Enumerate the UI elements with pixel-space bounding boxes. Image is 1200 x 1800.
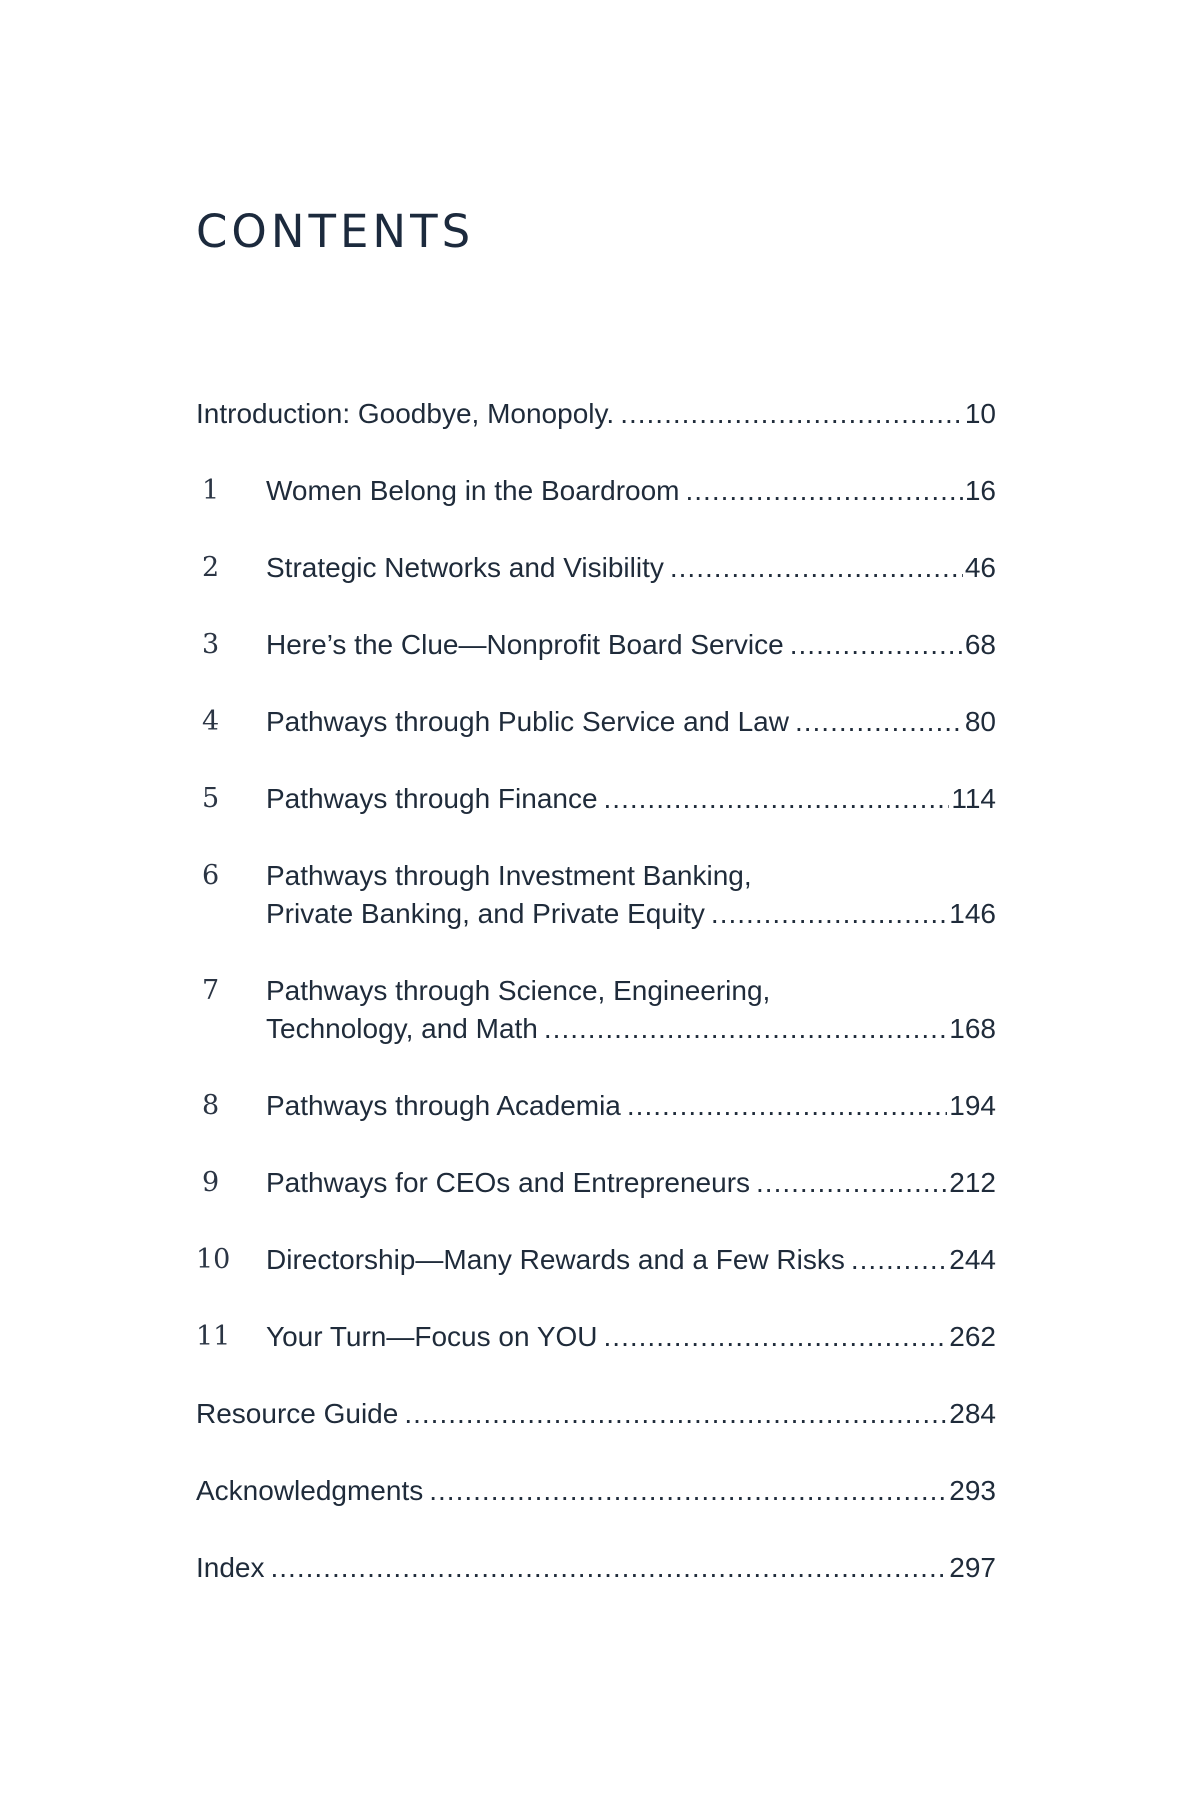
dot-leader	[429, 1472, 947, 1510]
chapter-number: 5	[202, 783, 220, 814]
toc-entry-acknowledgments[interactable]	[196, 1472, 996, 1510]
toc-entry-chapter-5[interactable]	[196, 780, 996, 818]
toc-page-number: 293	[949, 1475, 996, 1506]
dot-leader	[851, 1241, 947, 1279]
toc-entry-title-line-1: Pathways through Investment Banking,	[266, 860, 752, 891]
toc-entry-title-line-2: Technology, and Math	[266, 1013, 538, 1044]
toc-page-number: 244	[949, 1244, 996, 1275]
chapter-number: 10	[196, 1244, 231, 1275]
toc-entry-title: Pathways through Academia	[266, 1090, 621, 1121]
toc-entry-chapter-7[interactable]	[196, 972, 996, 1048]
toc-page-number: 297	[949, 1552, 996, 1583]
toc-entry-title: Women Belong in the Boardroom	[266, 475, 680, 506]
toc-entry-title: Acknowledgments	[196, 1475, 424, 1506]
toc-entry-chapter-11[interactable]	[196, 1318, 996, 1356]
dot-leader	[686, 472, 963, 510]
chapter-number: 4	[202, 706, 220, 737]
chapter-number: 9	[202, 1167, 220, 1198]
dot-leader	[604, 1318, 948, 1356]
dot-leader	[271, 1549, 948, 1587]
dot-leader	[711, 895, 947, 933]
toc-entry-title: Here’s the Clue—Nonprofit Board Service	[266, 629, 784, 660]
toc-entry-title: Strategic Networks and Visibility	[266, 552, 664, 583]
dot-leader	[627, 1087, 947, 1125]
toc-page-number: 168	[949, 1013, 996, 1044]
toc-entry-title: Index	[196, 1552, 265, 1583]
toc-entry-title-line-1: Pathways through Science, Engineering,	[266, 975, 771, 1006]
chapter-number: 2	[202, 552, 220, 583]
toc-entry-title: Your Turn—Focus on YOU	[266, 1321, 598, 1352]
toc-entry-title-line-2: Private Banking, and Private Equity	[266, 898, 705, 929]
page-title: CONTENTS	[196, 205, 475, 258]
toc-page-number: 80	[964, 706, 996, 737]
toc-entry-resource-guide[interactable]	[196, 1395, 996, 1433]
table-of-contents	[196, 395, 996, 1626]
toc-entry-title: Introduction: Goodbye, Monopoly.	[196, 398, 615, 429]
toc-entry-chapter-10[interactable]	[196, 1241, 996, 1279]
toc-entry-title: Pathways through Public Service and Law	[266, 706, 789, 737]
dot-leader	[544, 1010, 947, 1048]
toc-page-number: 46	[964, 552, 996, 583]
chapter-number: 1	[202, 475, 220, 506]
toc-entry-title: Pathways for CEOs and Entrepreneurs	[266, 1167, 751, 1198]
toc-page-number: 10	[964, 398, 996, 429]
dot-leader	[756, 1164, 947, 1202]
toc-entry-chapter-6[interactable]	[196, 857, 996, 933]
toc-entry-title: Resource Guide	[196, 1398, 399, 1429]
dot-leader	[604, 780, 950, 818]
dot-leader	[670, 549, 963, 587]
toc-entry-chapter-1[interactable]	[196, 472, 996, 510]
toc-page-number: 212	[949, 1167, 996, 1198]
toc-entry-title: Directorship—Many Rewards and a Few Risks	[266, 1244, 845, 1275]
toc-entry-chapter-8[interactable]	[196, 1087, 996, 1125]
toc-entry-index[interactable]	[196, 1549, 996, 1587]
chapter-number: 3	[202, 629, 220, 660]
dot-leader	[795, 703, 963, 741]
dot-leader	[790, 626, 963, 664]
toc-page-number: 262	[949, 1321, 996, 1352]
toc-page-number: 194	[949, 1090, 996, 1121]
toc-page-number: 114	[951, 783, 996, 814]
toc-entry-title: Pathways through Finance	[266, 783, 598, 814]
chapter-number: 6	[202, 860, 220, 891]
toc-page-number: 146	[949, 898, 996, 929]
dot-leader	[404, 1395, 947, 1433]
chapter-number: 11	[196, 1321, 231, 1352]
chapter-number: 7	[202, 975, 220, 1006]
chapter-number: 8	[202, 1090, 220, 1121]
toc-page-number: 16	[964, 475, 996, 506]
dot-leader	[620, 395, 963, 433]
toc-entry-chapter-9[interactable]	[196, 1164, 996, 1202]
toc-page-number: 68	[964, 629, 996, 660]
toc-entry-chapter-2[interactable]	[196, 549, 996, 587]
toc-entry-chapter-4[interactable]	[196, 703, 996, 741]
toc-entry-introduction[interactable]	[196, 395, 996, 433]
toc-entry-chapter-3[interactable]	[196, 626, 996, 664]
toc-page-number: 284	[949, 1398, 996, 1429]
